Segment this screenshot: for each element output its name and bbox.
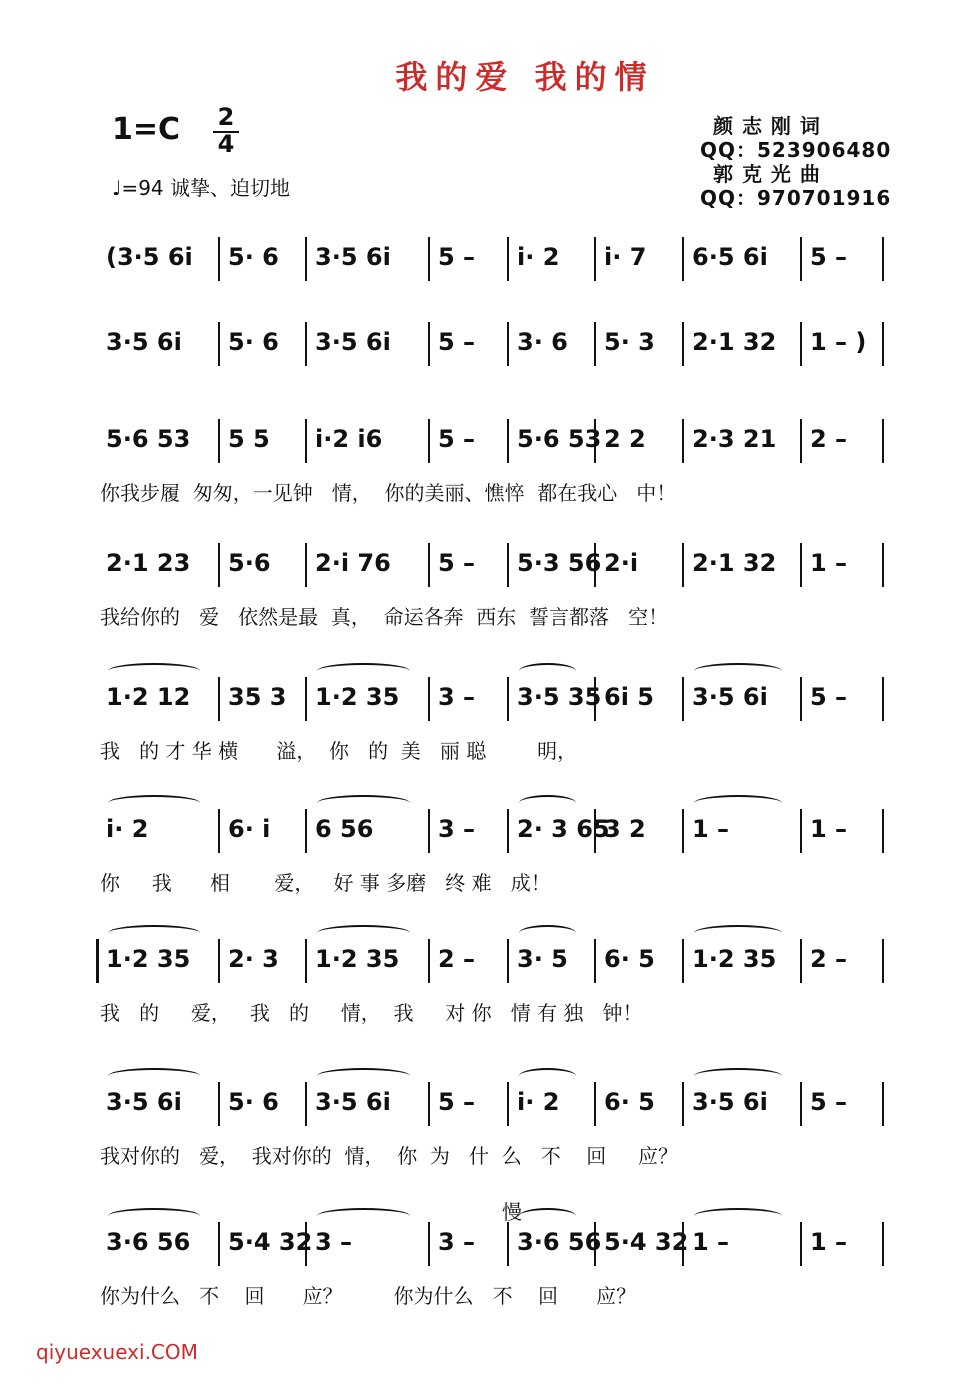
measure-notes: 1·2 35 bbox=[106, 945, 191, 973]
barline bbox=[682, 677, 684, 721]
lyric-line bbox=[0, 1280, 960, 1310]
measure-notes: 5 5 bbox=[228, 425, 270, 453]
measure-notes: 5 – bbox=[810, 683, 848, 711]
measure-notes: 5 – bbox=[438, 549, 476, 577]
barline bbox=[305, 939, 307, 983]
barline bbox=[507, 419, 509, 463]
barline bbox=[507, 809, 509, 853]
measure-notes: 2·1 23 bbox=[106, 549, 191, 577]
slur-mark bbox=[317, 1068, 410, 1084]
notation-row bbox=[0, 1228, 960, 1268]
measure-notes: i· 2 bbox=[106, 815, 149, 843]
notation-row bbox=[0, 683, 960, 723]
key-signature: 1=C bbox=[112, 112, 181, 147]
slur-mark bbox=[694, 663, 782, 679]
measure-notes: 3·5 6i bbox=[692, 1088, 768, 1116]
barline bbox=[800, 809, 802, 853]
measure-notes: 5·4 32 bbox=[228, 1228, 313, 1256]
lyric-line bbox=[0, 867, 960, 897]
barline bbox=[800, 543, 802, 587]
barline bbox=[882, 543, 884, 587]
slur-mark bbox=[317, 663, 410, 679]
barline bbox=[96, 939, 99, 983]
lyric-line bbox=[0, 477, 960, 507]
slur-mark bbox=[694, 925, 782, 941]
barline bbox=[218, 1222, 220, 1266]
barline bbox=[800, 237, 802, 281]
slur-mark bbox=[519, 663, 576, 679]
measure-notes: 3 – bbox=[315, 1228, 353, 1256]
measure-notes: 1 – bbox=[692, 1228, 730, 1256]
measure-notes: 2 – bbox=[438, 945, 476, 973]
measure-notes: 3 – bbox=[438, 683, 476, 711]
measure-notes: 5 – bbox=[810, 1088, 848, 1116]
composer-credit: 郭 克 光 曲 bbox=[713, 162, 821, 186]
slur-mark bbox=[108, 1208, 200, 1224]
measure-notes: 6·5 6i bbox=[692, 243, 768, 271]
barline bbox=[882, 322, 884, 366]
measure-notes: i· 2 bbox=[517, 1088, 560, 1116]
barline bbox=[682, 322, 684, 366]
measure-notes: 6· 5 bbox=[604, 945, 655, 973]
barline bbox=[305, 809, 307, 853]
measure-notes: 3·5 6i bbox=[692, 683, 768, 711]
notation-row bbox=[0, 945, 960, 985]
measure-notes: 2·i 76 bbox=[315, 549, 391, 577]
barline bbox=[428, 677, 430, 721]
notation-row bbox=[0, 425, 960, 465]
measure-notes: 5 – bbox=[438, 328, 476, 356]
lyric-text: 你我步履 匆匆，一见钟 情， 你的美丽、憔悴 都在我心 中！ bbox=[100, 481, 677, 505]
measure-notes: 2·1 32 bbox=[692, 328, 777, 356]
measure-notes: 5·4 32 bbox=[604, 1228, 689, 1256]
slur-mark bbox=[108, 925, 200, 941]
slur-mark bbox=[317, 1208, 410, 1224]
measure-notes: 3·6 56 bbox=[106, 1228, 191, 1256]
measure-notes: 6· 5 bbox=[604, 1088, 655, 1116]
barline bbox=[682, 809, 684, 853]
barline bbox=[507, 1082, 509, 1126]
measure-notes: 3·5 6i bbox=[106, 1088, 182, 1116]
measure-notes: 5· 6 bbox=[228, 1088, 279, 1116]
measure-notes: 5·6 53 bbox=[517, 425, 602, 453]
slur-mark bbox=[519, 1068, 576, 1084]
lyric-text: 我 的 才 华 横 溢， 你 的 美 丽 聪 明， bbox=[100, 739, 578, 763]
notation-row bbox=[0, 549, 960, 589]
page-title: 我的爱 我的情 bbox=[395, 58, 655, 96]
measure-notes: 5·3 56 bbox=[517, 549, 602, 577]
measure-notes: 2 2 bbox=[604, 425, 646, 453]
barline bbox=[305, 543, 307, 587]
slur-mark bbox=[317, 795, 410, 811]
barline bbox=[800, 1222, 802, 1266]
barline bbox=[800, 939, 802, 983]
lyric-line bbox=[0, 295, 960, 325]
notation-row bbox=[0, 243, 960, 283]
barline bbox=[507, 543, 509, 587]
measure-notes: 5· 6 bbox=[228, 328, 279, 356]
measure-notes: 6· i bbox=[228, 815, 271, 843]
measure-notes: 3·5 6i bbox=[315, 328, 391, 356]
barline bbox=[682, 543, 684, 587]
barline bbox=[305, 1082, 307, 1126]
measure-notes: i· 2 bbox=[517, 243, 560, 271]
barline bbox=[218, 237, 220, 281]
measure-notes: 5·6 53 bbox=[106, 425, 191, 453]
barline bbox=[882, 237, 884, 281]
barline bbox=[507, 237, 509, 281]
lyric-line bbox=[0, 1140, 960, 1170]
lyricist-qq: QQ：523906480 bbox=[700, 138, 892, 162]
measure-notes: 6i 5 bbox=[604, 683, 654, 711]
barline bbox=[682, 939, 684, 983]
lyric-text: 你为什么 不 回 应？ 你为什么 不 回 应？ bbox=[100, 1284, 637, 1308]
slur-mark bbox=[519, 795, 576, 811]
time-signature-numerator: 2 bbox=[217, 103, 235, 131]
notation-row bbox=[0, 1088, 960, 1128]
measure-notes: 2· 3 bbox=[228, 945, 279, 973]
lyric-text: 你 我 相 爱， 好 事 多磨 终 难 成！ bbox=[100, 871, 551, 895]
barline bbox=[882, 419, 884, 463]
measure-notes: 1 – bbox=[810, 1228, 848, 1256]
measure-notes: 5 – bbox=[438, 243, 476, 271]
measure-notes: 3·6 56 bbox=[517, 1228, 602, 1256]
barline bbox=[218, 322, 220, 366]
measure-notes: 1 – bbox=[810, 549, 848, 577]
measure-notes: 2· 3 65 bbox=[517, 815, 610, 843]
barline bbox=[428, 1082, 430, 1126]
barline bbox=[428, 322, 430, 366]
barline bbox=[428, 939, 430, 983]
barline bbox=[682, 237, 684, 281]
measure-notes: 3 2 bbox=[604, 815, 646, 843]
barline bbox=[594, 1082, 596, 1126]
barline bbox=[800, 1082, 802, 1126]
barline bbox=[428, 237, 430, 281]
measure-notes: 3·5 35 bbox=[517, 683, 602, 711]
notation-row bbox=[0, 328, 960, 368]
lyric-line bbox=[0, 380, 960, 410]
slur-mark bbox=[694, 1208, 782, 1224]
barline bbox=[882, 677, 884, 721]
tempo-mark-slow: 慢 bbox=[502, 1200, 522, 1224]
lyric-text: 我给你的 爱 依然是最 真， 命运各奔 西东 誓言都落 空！ bbox=[100, 605, 669, 629]
measure-notes: 3·5 6i bbox=[106, 328, 182, 356]
measure-notes: 1 – ) bbox=[810, 328, 867, 356]
measure-notes: 2·1 32 bbox=[692, 549, 777, 577]
measure-notes: 3 – bbox=[438, 815, 476, 843]
measure-notes: 3· 6 bbox=[517, 328, 568, 356]
measure-notes: 1 – bbox=[810, 815, 848, 843]
measure-notes: 5 – bbox=[438, 1088, 476, 1116]
barline bbox=[428, 543, 430, 587]
measure-notes: i·2 i6 bbox=[315, 425, 383, 453]
measure-notes: 5 – bbox=[438, 425, 476, 453]
barline bbox=[507, 1222, 509, 1266]
site-watermark: qiyuexuexi.COM bbox=[36, 1340, 198, 1364]
barline bbox=[218, 809, 220, 853]
lyric-line bbox=[0, 735, 960, 765]
measure-notes: 1·2 35 bbox=[315, 683, 400, 711]
measure-notes: 1·2 35 bbox=[315, 945, 400, 973]
barline bbox=[882, 1222, 884, 1266]
measure-notes: 3 – bbox=[438, 1228, 476, 1256]
measure-notes: 6 56 bbox=[315, 815, 374, 843]
slur-mark bbox=[519, 925, 576, 941]
slur-mark bbox=[317, 925, 410, 941]
barline bbox=[594, 322, 596, 366]
barline bbox=[218, 677, 220, 721]
measure-notes: 5· 3 bbox=[604, 328, 655, 356]
barline bbox=[218, 939, 220, 983]
barline bbox=[507, 939, 509, 983]
measure-notes: 5·6 bbox=[228, 549, 271, 577]
barline bbox=[800, 419, 802, 463]
slur-mark bbox=[108, 1068, 200, 1084]
barline bbox=[882, 1082, 884, 1126]
measure-notes: 2·i bbox=[604, 549, 639, 577]
barline bbox=[682, 419, 684, 463]
measure-notes: i· 7 bbox=[604, 243, 647, 271]
barline bbox=[882, 809, 884, 853]
measure-notes: 35 3 bbox=[228, 683, 287, 711]
time-signature-denominator: 4 bbox=[217, 130, 235, 158]
measure-notes: 5· 6 bbox=[228, 243, 279, 271]
lyric-text: 我对你的 爱， 我对你的 情， 你 为 什 么 不 回 应？ bbox=[100, 1144, 679, 1168]
barline bbox=[682, 1082, 684, 1126]
barline bbox=[305, 237, 307, 281]
barline bbox=[800, 677, 802, 721]
measure-notes: 5 – bbox=[810, 243, 848, 271]
slur-mark bbox=[694, 795, 782, 811]
barline bbox=[428, 1222, 430, 1266]
measure-notes: 1·2 12 bbox=[106, 683, 191, 711]
barline bbox=[305, 677, 307, 721]
barline bbox=[428, 419, 430, 463]
barline bbox=[800, 322, 802, 366]
notation-row bbox=[0, 815, 960, 855]
measure-notes: 2 – bbox=[810, 945, 848, 973]
measure-notes: (3·5 6i bbox=[106, 243, 193, 271]
barline bbox=[305, 322, 307, 366]
measure-notes: 3·5 6i bbox=[315, 1088, 391, 1116]
slur-mark bbox=[694, 1068, 782, 1084]
measure-notes: 1·2 35 bbox=[692, 945, 777, 973]
barline bbox=[882, 939, 884, 983]
barline bbox=[218, 1082, 220, 1126]
measure-notes: 3·5 6i bbox=[315, 243, 391, 271]
measure-notes: 1 – bbox=[692, 815, 730, 843]
lyric-text: 我 的 爱， 我 的 情， 我 对 你 情 有 独 钟！ bbox=[100, 1001, 643, 1025]
barline bbox=[218, 419, 220, 463]
slur-mark bbox=[108, 663, 200, 679]
barline bbox=[507, 677, 509, 721]
tempo-marking: ♩=94 诚挚、迫切地 bbox=[112, 176, 290, 200]
barline bbox=[594, 237, 596, 281]
barline bbox=[507, 322, 509, 366]
barline bbox=[428, 809, 430, 853]
lyric-line bbox=[0, 997, 960, 1027]
slur-mark bbox=[519, 1208, 576, 1224]
composer-qq: QQ：970701916 bbox=[700, 186, 892, 210]
barline bbox=[305, 419, 307, 463]
barline bbox=[218, 543, 220, 587]
barline bbox=[594, 939, 596, 983]
measure-notes: 3· 5 bbox=[517, 945, 568, 973]
lyric-line bbox=[0, 601, 960, 631]
lyricist-credit: 颜 志 刚 词 bbox=[713, 114, 821, 138]
measure-notes: 2·3 21 bbox=[692, 425, 777, 453]
measure-notes: 2 – bbox=[810, 425, 848, 453]
slur-mark bbox=[108, 795, 200, 811]
